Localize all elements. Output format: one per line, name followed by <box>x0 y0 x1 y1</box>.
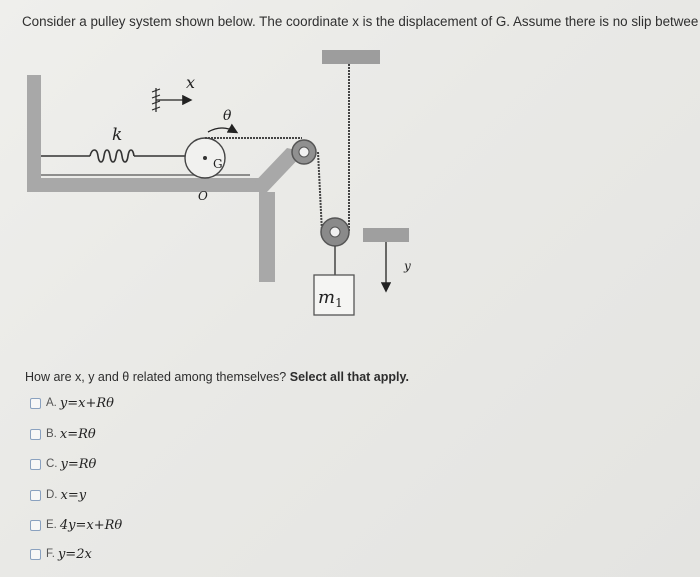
question-text: Consider a pulley system shown below. The coordinate x is the displacement of G. Assume there is no slip betwee <box>22 14 699 29</box>
checkbox-a[interactable] <box>30 398 41 409</box>
checkbox-d[interactable] <box>30 490 41 501</box>
label-y: y <box>404 259 411 273</box>
label-x: x <box>186 73 196 92</box>
ceiling <box>322 50 380 64</box>
rope-left <box>318 152 322 232</box>
choice-d-letter: D. <box>46 489 58 501</box>
choice-b[interactable] <box>30 424 96 444</box>
moving-pulley <box>321 218 349 275</box>
choice-e-equation: 4y=x+Rθ <box>59 517 123 533</box>
prompt-question: How are x, y and θ related among themselves? <box>25 370 287 384</box>
spring <box>41 150 195 162</box>
choice-c-letter: C. <box>46 458 58 470</box>
y-displacement-arrow <box>363 228 409 290</box>
choice-b-equation: x=Rθ <box>59 426 96 442</box>
choice-a-letter: A. <box>46 397 57 409</box>
choice-f-equation: y=2x <box>57 546 92 562</box>
label-m1-base: m <box>318 287 336 308</box>
choice-d[interactable] <box>30 485 86 505</box>
choice-d-equation: x=y <box>60 487 87 503</box>
theta-arc <box>208 128 236 132</box>
choice-e[interactable] <box>30 515 122 535</box>
label-theta: θ <box>223 108 232 124</box>
choice-f-letter: F. <box>46 548 55 560</box>
checkbox-f[interactable] <box>30 549 41 560</box>
fixed-pulley <box>292 140 316 164</box>
choice-e-letter: E. <box>46 519 57 531</box>
prompt-emphasis: Select all that apply. <box>289 370 409 384</box>
checkbox-b[interactable] <box>30 429 41 440</box>
choice-a-equation: y=x+Rθ <box>59 395 114 411</box>
prompt-text <box>25 370 409 384</box>
label-g: G <box>213 157 223 171</box>
ground-frame <box>27 75 305 282</box>
label-m1-sub: 1 <box>335 296 343 310</box>
x-displacement-arrow <box>152 88 190 112</box>
label-k: k <box>112 125 123 145</box>
choice-a[interactable] <box>30 393 114 413</box>
label-o: O <box>198 189 208 203</box>
choice-c-equation: y=Rθ <box>60 456 97 472</box>
choice-f[interactable] <box>30 544 92 564</box>
checkbox-e[interactable] <box>30 520 41 531</box>
choice-b-letter: B. <box>46 428 57 440</box>
checkbox-c[interactable] <box>30 459 41 470</box>
choice-c[interactable] <box>30 454 96 474</box>
